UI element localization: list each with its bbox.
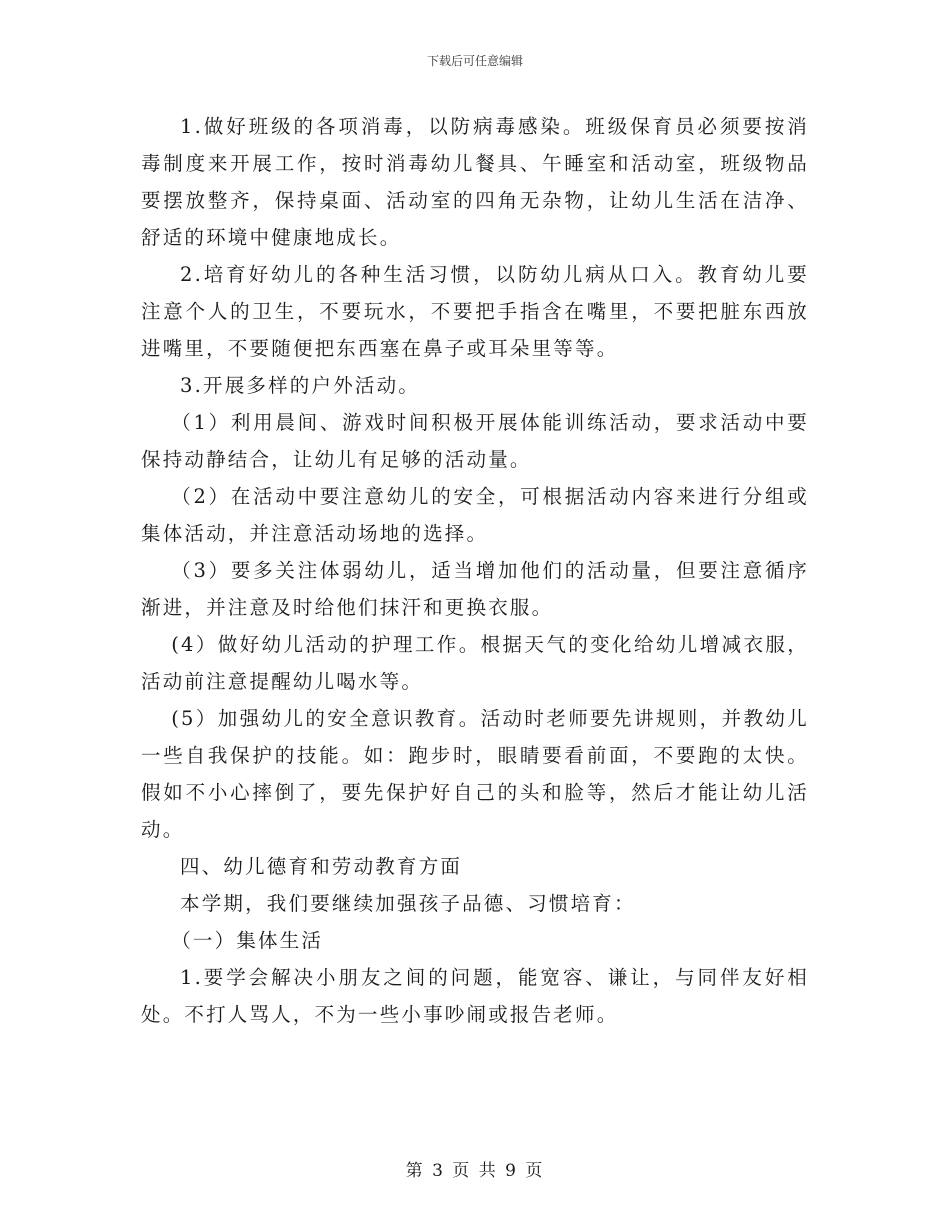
paragraph-item-3: （3）要多关注体弱幼儿，适当增加他们的活动量，但要注意循序渐进，并注意及时给他们抹汗和更换衣服。	[141, 559, 809, 619]
paragraph-item-2: （2）在活动中要注意幼儿的安全，可根据活动内容来进行分组或集体活动，并注意活动场地的选择。	[141, 485, 809, 545]
document-body	[141, 108, 809, 1033]
paragraph-outdoor-activities: 3.开展多样的户外活动。	[180, 374, 421, 397]
paragraph-item-5: (5）加强幼儿的安全意识教育。活动时老师要先讲规则，并教幼儿一些自我保护的技能。如：跑步时，眼睛要看前面，不要跑的太快。假如不小心摔倒了，要先保护好自己的头和脸等，然后才能让幼儿活动。	[141, 707, 809, 841]
paragraph-semester-intro: 本学期，我们要继续加强孩子品德、习惯培育：	[180, 892, 636, 915]
paragraph-resolve-problems: 1.要学会解决小朋友之间的问题，能宽容、谦让，与同伴友好相处。不打人骂人，不为一些小事吵闹或报告老师。	[141, 966, 809, 1026]
subheading-collective-life: （一）集体生活	[171, 929, 324, 952]
paragraph-disinfection: 1.做好班级的各项消毒，以防病毒感染。班级保育员必须要按消毒制度来开展工作，按时消毒幼儿餐具、午睡室和活动室，班级物品要摆放整齐，保持桌面、活动室的四角无杂物，让幼儿生活在洁净、舒适的环境中健康地成长。	[141, 115, 809, 249]
section-heading-moral-education: 四、幼儿德育和劳动教育方面	[180, 855, 463, 878]
paragraph-item-1: （1）利用晨间、游戏时间积极开展体能训练活动，要求活动中要保持动静结合，让幼儿有足够的活动量。	[141, 411, 809, 471]
page-number: 第 3 页 共 9 页	[405, 1161, 545, 1181]
page-header: 下载后可任意编辑	[426, 54, 523, 68]
paragraph-living-habits: 2.培育好幼儿的各种生活习惯，以防幼儿病从口入。教育幼儿要注意个人的卫生，不要玩水，不要把手指含在嘴里，不要把脏东西放进嘴里，不要随便把东西塞在鼻子或耳朵里等等。	[141, 263, 809, 360]
paragraph-item-4: (4）做好幼儿活动的护理工作。根据天气的变化给幼儿增减衣服，活动前注意提醒幼儿喝水等。	[141, 633, 809, 693]
